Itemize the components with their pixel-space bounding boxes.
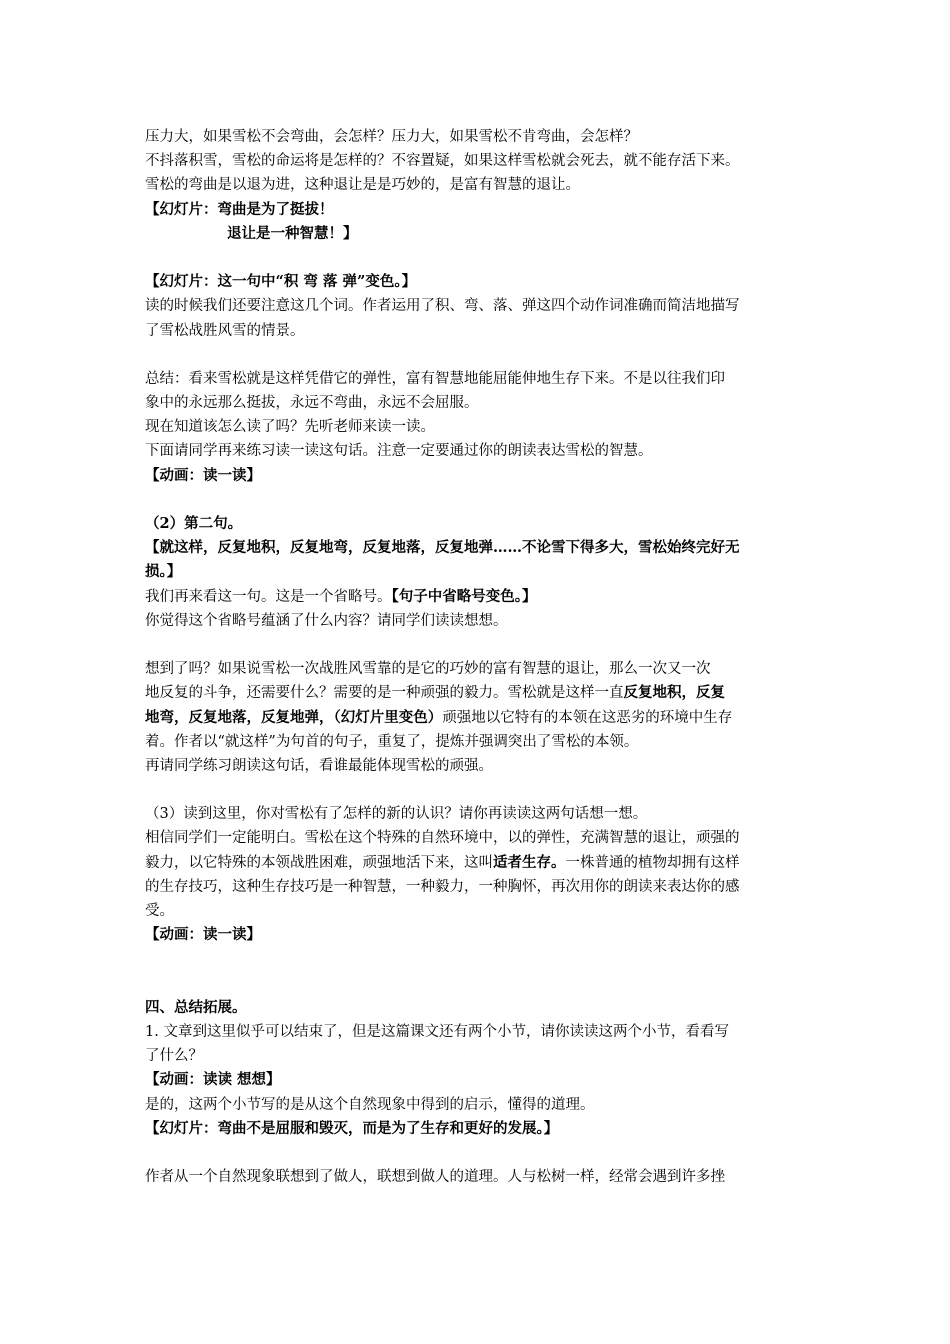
paragraph-line: 你觉得这个省略号蕴涵了什么内容？请同学们读读想想。 bbox=[145, 612, 508, 629]
section-subheading: （2）第二句。 bbox=[145, 515, 243, 532]
slide-note: 【幻灯片：弯曲不是屈服和毁灭，而是为了生存和更好的发展。】 bbox=[145, 1119, 559, 1137]
paragraph-line: 雪松的弯曲是以退为进，这种退让是是巧妙的，是富有智慧的退让。 bbox=[145, 177, 580, 194]
paragraph-line: 压力大，如果雪松不会弯曲，会怎样？压力大，如果雪松不肯弯曲，会怎样？ bbox=[145, 129, 638, 145]
paragraph-line bbox=[145, 585, 813, 609]
paragraph-line: （3）读到这里，你对雪松有了怎样的新的认识？请你再读读这两句话想一想。 bbox=[145, 806, 648, 823]
paragraph-line bbox=[145, 681, 813, 705]
paragraph-line: 1. 文章到这里似乎可以结束了，但是这篇课文还有两个小节，请你读读这两个小节，看看写 bbox=[145, 1023, 729, 1040]
paragraph-line: 读的时候我们还要注意这几个词。作者运用了积、弯、落、弹这四个动作词准确而简洁地描写 bbox=[145, 298, 740, 315]
blank-line bbox=[145, 972, 813, 996]
paragraph-line: 想到了吗？如果说雪松一次战胜风雪靠的是它的巧妙的富有智慧的退让，那么一次又一次 bbox=[145, 661, 711, 678]
animation-note: 【动画：读读 想想】 bbox=[145, 1071, 281, 1089]
animation-note: 【动画：读一读】 bbox=[145, 926, 261, 944]
paragraph-line: 是的，这两个小节写的是从这个自然现象中得到的启示，懂得的道理。 bbox=[145, 1096, 595, 1113]
blank-line bbox=[145, 246, 813, 270]
paragraph-text: 地反复的斗争，还需要什么？需要的是一种顽强的毅力。雪松就是这样一直 bbox=[145, 685, 624, 702]
paragraph-line: 受。 bbox=[145, 903, 174, 919]
section-heading: 四、总结拓展。 bbox=[145, 998, 247, 1016]
paragraph-text: 我们再来看这一句。这是一个省略号。 bbox=[145, 588, 392, 605]
quoted-sentence: 【就这样，反复地积，反复地弯，反复地落，反复地弹……不论雪下得多大，雪松始终完好无 bbox=[145, 539, 740, 557]
paragraph-text: 毅力，以它特殊的本领战胜困难，顽强地活下来，这叫 bbox=[145, 854, 493, 871]
slide-note: 【幻灯片：这一句中“积 弯 落 弹”变色。】 bbox=[145, 273, 417, 291]
paragraph-line: 的生存技巧，这种生存技巧是一种智慧，一种毅力，一种胸怀，再次用你的朗读来表达你的感 bbox=[145, 878, 740, 895]
paragraph-line: 再请同学练习朗读这句话，看谁最能体现雪松的顽强。 bbox=[145, 757, 493, 774]
paragraph-line: 下面请同学再来练习读一读这句话。注意一定要通过你的朗读表达雪松的智慧。 bbox=[145, 443, 653, 460]
animation-note: 【动画：读一读】 bbox=[145, 466, 261, 484]
paragraph-line: 相信同学们一定能明白。雪松在这个特殊的自然环境中，以的弹性，充满智慧的退让，顽强的 bbox=[145, 830, 740, 847]
emphasis-text: 反复地积，反复 bbox=[623, 684, 725, 702]
paragraph-line: 了雪松战胜风雪的情景。 bbox=[145, 322, 305, 339]
paragraph-line: 作者从一个自然现象联想到了做人，联想到做人的道理。人与松树一样，经常会遇到许多挫 bbox=[145, 1169, 725, 1186]
emphasis-text: 地弯，反复地落，反复地弹，（幻灯片里变色） bbox=[145, 708, 443, 726]
paragraph-line: 着。作者以“就这样”为句首的句子，重复了，提炼并强调突出了雪松的本领。 bbox=[145, 733, 639, 750]
blank-line bbox=[145, 488, 813, 512]
blank-line bbox=[145, 947, 813, 971]
emphasis-text: 适者生存。 bbox=[493, 853, 566, 871]
paragraph-line: 了什么？ bbox=[145, 1048, 203, 1065]
paragraph-line: 象中的永远那么挺拔，永远不弯曲，永远不会屈服。 bbox=[145, 395, 479, 412]
paragraph-text: 一株普通的植物却拥有这样 bbox=[565, 854, 740, 871]
paragraph-line: 总结：看来雪松就是这样凭借它的弹性，富有智慧地能屈能伸地生存下来。不是以往我们印 bbox=[145, 370, 725, 387]
slide-note-inline: 【句子中省略号变色。】 bbox=[391, 587, 537, 605]
slide-note: 【幻灯片：弯曲是为了挺拔！ bbox=[145, 200, 334, 218]
slide-note-continued: 退让是一种智慧！】 bbox=[227, 224, 358, 242]
blank-line bbox=[145, 1141, 813, 1165]
blank-line bbox=[145, 343, 813, 367]
document-body bbox=[145, 125, 813, 1189]
paragraph-text: 顽强地以它特有的本领在这恶劣的环境中生存 bbox=[442, 709, 733, 726]
paragraph-line bbox=[145, 851, 813, 875]
paragraph-line bbox=[145, 706, 813, 730]
blank-line bbox=[145, 778, 813, 802]
paragraph-line: 不抖落积雪，雪松的命运将是怎样的？不容置疑，如果这样雪松就会死去，就不能存活下来。 bbox=[145, 153, 740, 170]
blank-line bbox=[145, 633, 813, 657]
paragraph-line: 现在知道该怎么读了吗？先听老师来读一读。 bbox=[145, 419, 435, 436]
quoted-sentence-continued: 损。】 bbox=[145, 563, 182, 581]
